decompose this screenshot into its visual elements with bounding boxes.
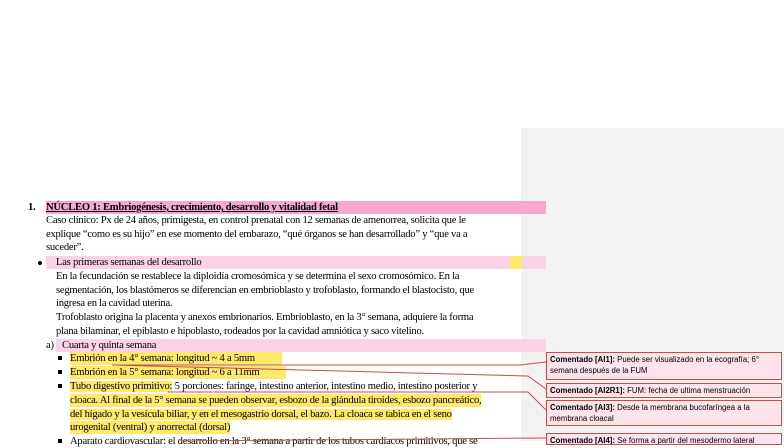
comment-1-label: Comentado [AI1]: [550, 355, 615, 364]
comment-1[interactable] [546, 352, 782, 380]
comment-3-label: Comentado [AI3]: [550, 403, 615, 412]
comment-2-text: FUM: fecha de ultima menstruación [624, 386, 751, 395]
item3-highlight: Tubo digestivo primitivo: [70, 381, 173, 392]
comment-3[interactable] [546, 400, 782, 426]
subsection-a-marker: a) [46, 340, 54, 351]
item3-l3a: del hígado y la vesícula biliar, y en el mesogastrio dorsal, el bazo. [70, 409, 334, 420]
comment-4-text: Se forma a partir del mesodermo lateral [614, 436, 755, 445]
section1-title[interactable]: Las primeras semanas del desarrollo [56, 257, 202, 268]
item3-rest: 5 porciones: faringe, intestino anterior, intestino medio, intestino posterior y [172, 381, 478, 392]
para1-line-1[interactable]: En la fecundación se restablece la diploidía cromosómica y se determina el sexo cromosómico. En la [56, 271, 460, 282]
comment-1-text: Puede ser visualizado en la ecografía; 6° semana después de la FUM [550, 355, 759, 375]
para2-line-2[interactable]: plana bilaminar, el epiblasto e hipoblasto, rodeados por la cavidad amniótica y saco vitelino. [56, 326, 424, 337]
para2-line-1[interactable]: Trofoblasto origina la placenta y anexos embrionarios. Embrioblasto, en la 3° semana, adquiere la forma [56, 312, 474, 323]
comment-4-label: Comentado [AI4]: [550, 436, 615, 445]
item3-line-4[interactable]: urogenital (ventral) y anorrectal (dorsal) [70, 422, 231, 433]
para1-line-3[interactable]: ingresa en la cavidad uterina. [56, 298, 173, 309]
case-line-1[interactable]: Caso clínico: Px de 24 años, primigesta, en control prenatal con 12 semanas de amenorrea, solicita que le [46, 215, 466, 226]
item1-text[interactable]: Embrión en la 4° semana: longitud ~ 4 a 5mm [70, 353, 255, 364]
comment-3-text: Desde la membrana bucofaríngea a la membrana cloacal [550, 403, 750, 423]
connector-1 [112, 362, 546, 365]
item2-text[interactable]: Embrión en la 5° semana: longitud ~ 6 a 11mm [70, 367, 260, 378]
item3-l3b: La cloaca se tabica en el seno [333, 409, 452, 420]
case-line-3[interactable]: suceder”. [46, 242, 84, 253]
heading-title[interactable]: NÚCLEO 1: Embriogénesis, crecimiento, desarrollo y vitalidad fetal [46, 202, 338, 213]
comment-2-label: Comentado [AI2R1]: [550, 386, 625, 395]
case-line-2[interactable]: explique “como es su hijo” en ese momento del embarazo, “qué órganos se han desarrollado” y “que va a [46, 229, 468, 240]
subsection-a-title[interactable]: Cuarta y quinta semana [62, 340, 157, 351]
connector-3 [168, 392, 546, 410]
item3-line-2[interactable]: cloaca. Al final de la 5° semana se pueden observar, esbozo de la glándula tiroides, esbozo pancreático, [70, 395, 482, 406]
connector-2 [112, 365, 546, 389]
heading-number: 1. [28, 202, 36, 213]
comment-4[interactable] [546, 433, 782, 445]
comment-2[interactable] [546, 383, 782, 398]
para1-line-2[interactable]: segmentación, los blastómeros se diferencian en embrioblasto y trofoblasto, formando el blastocisto, que [56, 285, 474, 296]
item4-text[interactable]: Aparato cardiovascular: el desarrollo en la 3° semana a partir de los tubos cardíacos primitivos, que se [70, 436, 478, 447]
